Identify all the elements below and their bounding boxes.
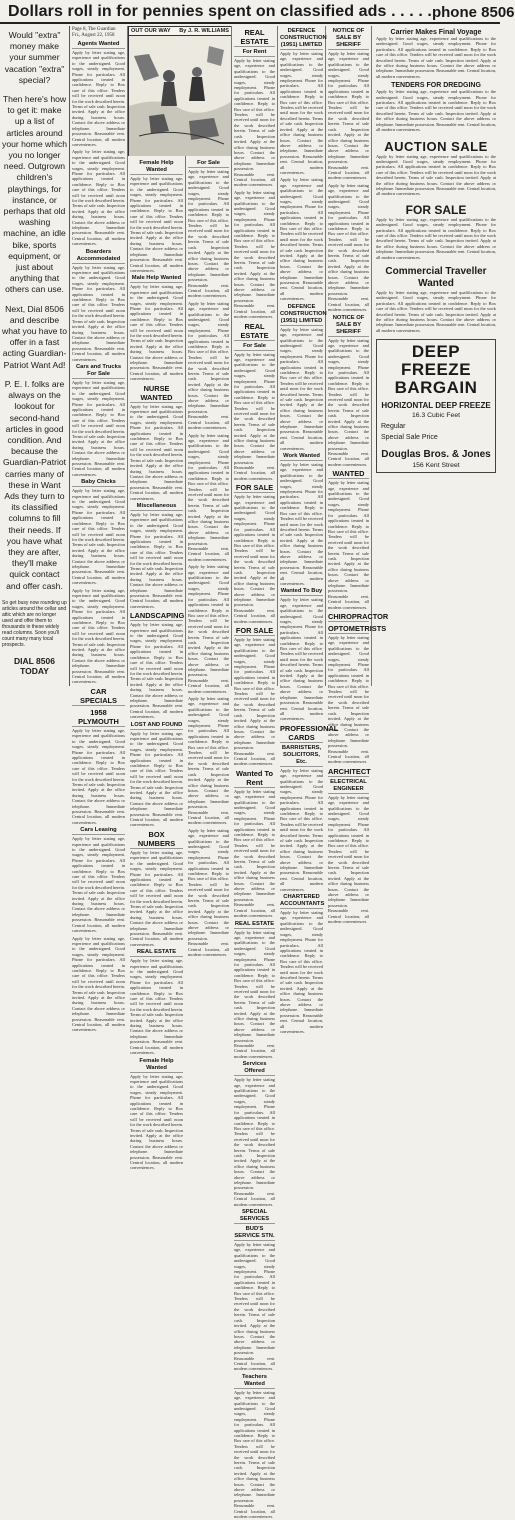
heading-for-sale-1: FOR SALE <box>235 483 274 493</box>
ad-text: Apply by letter stating age, experience and qualifications to the undersigned. Good wages, steady employment. Phone for particulars. All applications treated in confidence. Reply to Box care of this office. Tenders will be received until noon for the work described herein. Terms of sale cash. Inspection invited. Apply at the office during business hours. Contact the above address or telephone. Immediate possession. Reasonable rent. Central location, all modern conveniences. <box>376 153 496 197</box>
auction-sale-ad: AUCTION SALE <box>384 138 488 154</box>
ad-text: Apply by letter stating age, experience and qualifications to the undersigned. Good wages, steady employment. Phone for particulars. All applications treated in confidence. Reply to Box care of this office. Tenders will be received until noon for the work described herein. Terms of sale cash. Inspection invited. Apply at the office during business hours. Contact the above address or telephone. Immediate possession. Reasonable rent. Central location, all modern conveniences. <box>328 635 369 765</box>
heading-real-estate: REAL ESTATE <box>130 949 183 957</box>
regular-price-row <box>379 423 493 430</box>
heading-baby-chicks: Baby Chicks <box>72 479 125 487</box>
ad-text: Apply by letter stating age, experience and qualifications to the undersigned. Good wages, steady employment. Phone for particulars. All applications treated in confidence. Reply to Box care of this office. Tenders will be received until noon for the work described herein. Terms of sale cash. Inspection invited. Apply at the office during business hours. Contact the above address or telephone. Immediate possession. Reasonable rent. Central location, all modern conveniences. <box>72 379 125 477</box>
ad-text: Apply by letter stating age, experience and qualifications to the undersigned. Good wages, steady employment. Phone for particulars. All applications treated in confidence. Reply to Box care of this office. Tenders will be received until noon for the work described herein. Terms of sale cash. Inspection invited. Apply at the office during business hours. Contact the above address or telephone. Immediate possession. Reasonable rent. Central location, all modern conveniences. <box>280 767 323 892</box>
ad-text: Apply by letter stating age, experience and qualifications to the undersigned. Good wages, steady employment. Phone for particulars. All applications treated in confidence. Reply to Box care of this office. Tenders will be received until noon for the work described herein. Terms of sale cash. Inspection invited. Apply at the office during business hours. Contact the above address or telephone. Immediate possession. Reasonable rent. Central location, all modern conveniences. <box>280 910 323 1034</box>
heading-female-help: Female Help Wanted <box>130 160 183 175</box>
ad-text: Apply by letter stating age, experience and qualifications to the undersigned. Good wages, steady employment. Phone for particulars. All applications treated in confidence. Reply to Box care of this office. Tenders will be received until noon for the work described herein. Terms of sale cash. Inspection invited. Apply at the office during business hours. Contact the above address or telephone. Immediate possession. Reasonable rent. Central location, all modern conveniences. <box>328 337 369 467</box>
display-ads-column <box>372 26 500 686</box>
ad-text: Apply by letter stating age, experience and qualifications to the undersigned. Good wages, steady employment. Phone for particulars. All applications treated in confidence. Reply to Box care of this office. Tenders will be received until noon for the work described herein. Terms of sale cash. Inspection invited. Apply at the office during business hours. Contact the above address or telephone. Immediate possession. Reasonable rent. Central location, all modern conveniences. <box>130 1073 183 1171</box>
heading-teachers: Teachers Wanted <box>234 1374 275 1389</box>
ad-text: Apply by letter stating age, experience and qualifications to the undersigned. Good wages, steady employment. Phone for particulars. All applications treated in confidence. Reply to Box care of this office. Tenders will be received until noon for the work described herein. Terms of sale cash. Inspection invited. Apply at the office during business hours. Contact the above address or telephone. Immediate possession. Reasonable rent. Central location, all modern conveniences. <box>72 149 125 247</box>
classified-column-6 <box>326 26 389 925</box>
heading-real-estate-2: REAL ESTATE <box>234 920 275 927</box>
promo-para-1: Would "extra" money make your summer vacation "extra" special? <box>4 30 65 85</box>
deep-freeze-horizontal: HORIZONTAL DEEP FREEZE <box>381 401 491 411</box>
heading-male-help: Male Help Wanted <box>131 275 182 282</box>
promo-fine-print: So get busy now rounding up articles around the cellar and attic which are no longer used and offer them to thousands in these widely read columns. Soon you'll count many many local prospects. <box>2 599 67 648</box>
ad-text: Apply by letter stating age, experience and qualifications to the undersigned. Good wages, steady employment. Phone for particulars. All applications treated in confidence. Reply to Box care of this office. Tenders will be received until noon for the work described herein. Terms of sale cash. Inspection invited. Apply at the office during business hours. Contact the above address or telephone. Immediate possession. Reasonable rent. Central location, all modern conveniences. <box>188 169 229 299</box>
promo-dial: DIAL 8506 TODAY <box>14 655 55 676</box>
heading-cars-trucks: Cars and Trucks For Sale <box>72 364 125 379</box>
heading-for-sale: For Sale <box>188 160 229 168</box>
ad-text: Apply by letter stating age, experience and qualifications to the undersigned. Good wages, steady employment. Phone for particulars. All applications treated in confidence. Reply to Box care of this office. Tenders will be received until noon for the work described herein. Terms of sale cash. Inspection invited. Apply at the office during business hours. Contact the above address or telephone. Immediate possession. Reasonable rent. Central location, all modern conveniences. <box>188 564 229 694</box>
heading-sheriff-2: NOTICE OF SALE BY SHERIFF <box>328 315 369 337</box>
ad-text: Apply by letter stating age, experience and qualifications to the undersigned. Good wages, steady employment. Phone for particulars. All applications treated in confidence. Reply to Box care of this office. Tenders will be received until noon for the work described herein. Terms of sale cash. Inspection invited. Apply at the office during business hours. Contact the above address or telephone. Immediate possession. Reasonable rent. Central location, all modern conveniences. <box>72 727 125 825</box>
special-label: Special Sale Price <box>381 434 438 442</box>
ad-text: Apply by letter stating age, experience and qualifications to the undersigned. Good wages, steady employment. Phone for particulars. All applications treated in confidence. Reply to Box care of this office. Tenders will be received until noon for the work described herein. Terms of sale cash. Inspection invited. Apply at the office during business hours. Contact the above address or telephone. Immediate possession. Reasonable rent. Central location, all modern conveniences. <box>130 730 183 828</box>
heading-optometrists: OPTOMETRISTS <box>328 624 387 633</box>
ad-text: Apply by letter stating age, experience and qualifications to the undersigned. Good wages, steady employment. Phone for particulars. All applications treated in confidence. Reply to Box care of this office. Tenders will be received until noon for the work described herein. Terms of sale cash. Inspection invited. Apply at the office during business hours. Contact the above address or telephone. Immediate possession. Reasonable rent. Central location, all modern conveniences. <box>130 403 183 501</box>
heading-re-rent-sub: For Rent <box>234 49 275 57</box>
heading-electrical: ELECTRICAL ENGINEER <box>328 779 369 794</box>
heading-boarders: Boarders Accommodated <box>72 249 125 264</box>
regular-label: Regular <box>381 423 406 431</box>
heading-wanted-buy: Wanted To Buy <box>280 588 323 595</box>
heading-carrier: Carrier Makes Final Voyage <box>390 29 482 36</box>
ad-text: Apply by letter stating age, experience and qualifications to the undersigned. Good wages, steady employment. Phone for particulars. All applications treated in confidence. Reply to Box care of this office. Tenders will be received until noon for the work described herein. Terms of sale cash. Inspection invited. Apply at the office during business hours. Contact the above address or telephone. Immediate possession. Reasonable rent. Central location, all modern conveniences. <box>376 290 496 333</box>
heading-barristers: BARRISTERS, SOLICITORS, Etc. <box>281 744 322 765</box>
cartoon-byline: By J. R. WILLIAMS <box>179 28 229 34</box>
deep-freeze-cubic: 16.3 Cubic Feet <box>412 412 460 420</box>
deep-freeze-ad <box>376 339 496 473</box>
heading-wanted-rent: Wanted To Rent <box>234 769 275 788</box>
heading-re-sale-sub: For Sale <box>234 343 275 351</box>
ad-text: Apply by letter stating age, experience and qualifications to the undersigned. Good wages, steady employment. Phone for particulars. All applications treated in confidence. Reply to Box care of this office. Tenders will be received until noon for the work described herein. Terms of sale cash. Inspection invited. Apply at the office during business hours. Contact the above address or telephone. Immediate possession. Reasonable rent. Central location, all modern conveniences. <box>188 827 229 958</box>
ad-text: Apply by letter stating age, experience and qualifications to the undersigned. Good wages, steady employment. Phone for particulars. All applications treated in confidence. Reply to Box care of this office. Tenders will be received until noon for the work described herein. Terms of sale cash. Inspection invited. Apply at the office during business hours. Contact the above address or telephone. Immediate possession. Reasonable rent. Central location, all modern conveniences. <box>72 587 125 685</box>
dateline: Page 8, The Guardian Fri., August 22, 1958 <box>72 27 116 38</box>
ad-text: Apply by letter stating age, experience and qualifications to the undersigned. Good wages, steady employment. Phone for particulars. All applications treated in confidence. Reply to Box care of this office. Tenders will be received until noon for the work described herein. Terms of sale cash. Inspection invited. Apply at the office during business hours. Contact the above address or telephone. Immediate possession. Reasonable rent. Central location, all modern conveniences. <box>130 176 183 273</box>
promo-para-2: Then here's how to get it: make up a list of articles around your home which you no longer need. Outgrown children's playthings, for instance, or perhaps that old washing machine, an idle bike, sports equipment, or just about anything that others can use. <box>2 94 67 295</box>
ad-text: Apply by letter stating age, experience and qualifications to the undersigned. Good wages, steady employment. Phone for particulars. All applications treated in confidence. Reply to Box care of this office. Tenders will be received until noon for the work described herein. Terms of sale cash. Inspection invited. Apply at the office during business hours. Contact the above address or telephone. Immediate possession. Reasonable rent. Central location, all modern conveniences. <box>280 326 323 451</box>
ad-text: Apply by letter stating age, experience and qualifications to the undersigned. Good wages, steady employment. Phone for particulars. All applications treated in confidence. Reply to Box care of this office. Tenders will be received until noon for the work described herein. Terms of sale cash. Inspection invited. Apply at the office during business hours. Contact the above address or telephone. Immediate possession. Reasonable rent. Central location, all modern conveniences. <box>280 597 323 722</box>
heading-plymouth: 1958 PLYMOUTH <box>72 708 125 727</box>
ad-text: Apply by letter stating age, experience and qualifications to the undersigned. Good wages, steady employment. Phone for particulars. All applications treated in confidence. Reply to Box care of this office. Tenders will be received until noon for the work described herein. Terms of sale cash. Inspection invited. Apply at the office during business hours. Contact the above address or telephone. Immediate possession. Reasonable rent. Central location, all modern conveniences. <box>376 89 496 133</box>
ad-text: Apply by letter stating age, experience and qualifications to the undersigned. Good wages, steady employment. Phone for particulars. All applications treated in confidence. Reply to Box care of this office. Tenders will be received until noon for the work described herein. Terms of sale cash. Inspection invited. Apply at the office during business hours. Contact the above address or telephone. Immediate possession. Reasonable rent. Central location, all modern conveniences. <box>234 929 275 1059</box>
heading-professional-cards: PROFESSIONAL CARDS <box>280 723 339 742</box>
heading-re-sale: REAL ESTATE <box>234 322 275 341</box>
ad-text: Apply by letter stating age, experience and qualifications to the undersigned. Good wages, steady employment. Phone for particulars. All applications treated in confidence. Reply to Box care of this office. Tenders will be received until noon for the work described herein. Terms of sale cash. Inspection invited. Apply at the office during business hours. Contact the above address or telephone. Immediate possession. Reasonable rent. Central location, all modern conveniences. <box>328 480 369 610</box>
ad-text: Apply by letter stating age, experience and qualifications to the undersigned. Good wages, steady employment. Phone for particulars. All applications treated in confidence. Reply to Box care of this office. Tenders will be received until noon for the work described herein. Terms of sale cash. Inspection invited. Apply at the office during business hours. Contact the above address or telephone. Immediate possession. Reasonable rent. Central location, all modern conveniences. <box>130 284 183 382</box>
heading-re-rent: REAL ESTATE <box>234 28 275 47</box>
kent-street: 156 Kent Street <box>412 462 460 470</box>
douglas-bros: Douglas Bros. & Jones <box>381 449 491 461</box>
ad-text: Apply by letter stating age, experience and qualifications to the undersigned. Good wages, steady employment. Phone for particulars. All applications treated in confidence. Reply to Box care of this office. Tenders will be received until noon for the work described herein. Terms of sale cash. Inspection invited. Apply at the office during business hours. Contact the above address or telephone. Immediate possession. Reasonable rent. Central location, all modern conveniences. <box>328 51 369 181</box>
special-price-row <box>379 434 493 441</box>
heading-defence-2: DEFENCE CONSTRUCTION (1951) LIMITED <box>280 303 327 324</box>
heading-lost-found: LOST AND FOUND <box>130 721 183 728</box>
ad-text: Apply by letter stating age, experience and qualifications to the undersigned. Good wages, steady employment. Phone for particulars. All applications treated in confidence. Reply to Box care of this office. Tenders will be received until noon for the work described herein. Terms of sale cash. Inspection invited. Apply at the office during business hours. Contact the above address or telephone. Immediate possession. Reasonable rent. Central location, all modern conveniences. <box>234 58 275 188</box>
ad-text: Apply by letter stating age, experience and qualifications to the undersigned. Good wages, steady employment. Phone for particulars. All applications treated in confidence. Reply to Box care of this office. Tenders will be received until noon for the work described herein. Terms of sale cash. Inspection invited. Apply at the office during business hours. Contact the above address or telephone. Immediate possession. Reasonable rent. Central location, all modern conveniences. <box>72 264 125 362</box>
cartoon-title: OUT OUR WAY <box>131 28 171 34</box>
heading-work-wanted: Work Wanted <box>280 453 323 461</box>
ad-text: Apply by letter stating age, experience and qualifications to the undersigned. Good wages, steady employment. Phone for particulars. All applications treated in confidence. Reply to Box care of this office. Tenders will be received until noon for the work described herein. Terms of sale cash. Inspection invited. Apply at the office during business hours. Contact the above address or telephone. Immediate possession. Reasonable rent. Central location, all modern conveniences. <box>234 788 275 919</box>
heading-sheriff-1: NOTICE OF SALE BY SHERIFF <box>328 28 369 50</box>
ad-text: Apply by letter stating age, experience and qualifications to the undersigned. Good wages, steady employment. Phone for particulars. All applications treated in confidence. Reply to Box care of this office. Tenders will be received until noon for the work described herein. Terms of sale cash. Inspection invited. Apply at the office during business hours. Contact the above address or telephone. Immediate possession. Reasonable rent. Central location, all modern conveniences. <box>376 216 496 260</box>
heading-special-services: SPECIAL SERVICES <box>234 1209 275 1224</box>
ad-text: Apply by letter stating age, experience and qualifications to the undersigned. Good wages, steady employment. Phone for particulars. All applications treated in confidence. Reply to Box care of this office. Tenders will be received until noon for the work described herein. Terms of sale cash. Inspection invited. Apply at the office during business hours. Contact the above address or telephone. Immediate possession. Reasonable rent. Central location, all modern conveniences. <box>234 1242 275 1372</box>
heading-nurse-wanted: NURSE WANTED <box>130 384 183 403</box>
headline-phone: phone 8506 <box>431 3 515 21</box>
classified-column-3 <box>186 26 232 958</box>
ad-text: Apply by letter stating age, experience and qualifications to the undersigned. Good wages, steady employment. Phone for particulars. All applications treated in confidence. Reply to Box care of this office. Tenders will be received until noon for the work described herein. Terms of sale cash. Inspection invited. Apply at the office during business hours. Contact the above address or telephone. Immediate possession. Reasonable rent. Central location, all modern conveniences. <box>234 1077 275 1207</box>
ad-text: Apply by letter stating age, experience and qualifications to the undersigned. Good wages, steady employment. Phone for particulars. All applications treated in confidence. Reply to Box care of this office. Tenders will be received until noon for the work described herein. Terms of sale cash. Inspection invited. Apply at the office during business hours. Contact the above address or telephone. Immediate possession. Reasonable rent. Central location, all modern conveniences. <box>234 351 275 481</box>
ad-text: Apply by letter stating age, experience and qualifications to the undersigned. Good wages, steady employment. Phone for particulars. All applications treated in confidence. Reply to Box care of this office. Tenders will be received until noon for the work described herein. Terms of sale cash. Inspection invited. Apply at the office during business hours. Contact the above address or telephone. Immediate possession. Reasonable rent. Central location, all modern conveniences. <box>188 432 229 562</box>
ad-text: Apply by letter stating age, experience and qualifications to the undersigned. Good wages, steady employment. Phone for particulars. All applications treated in confidence. Reply to Box care of this office. Tenders will be received until noon for the work described herein. Terms of sale cash. Inspection invited. Apply at the office during business hours. Contact the above address or telephone. Immediate possession. Reasonable rent. Central location, all modern conveniences. <box>234 189 275 320</box>
ad-text: Apply by letter stating age, experience and qualifications to the undersigned. Good wages, steady employment. Phone for particulars. All applications treated in confidence. Reply to Box care of this office. Tenders will be received until noon for the work described herein. Terms of sale cash. Inspection invited. Apply at the office during business hours. Contact the above address or telephone. Immediate possession. Reasonable rent. Central location, all modern conveniences. <box>130 849 183 947</box>
ad-text: Apply by letter stating age, experience and qualifications to the undersigned. Good wages, steady employment. Phone for particulars. All applications treated in confidence. Reply to Box care of this office. Tenders will be received until noon for the work described herein. Terms of sale cash. Inspection invited. Apply at the office during business hours. Contact the above address or telephone. Immediate possession. Reasonable rent. Central location, all modern conveniences. <box>130 511 183 609</box>
promo-para-4: P. E. I. folks are always on the lookout for second-hand articles in good condition. And because the Guardian-Patriot carries many of these in Want Ads they turn to its classified columns to fill their needs. If you have what they are after, they'll make quick contact and offer cash. <box>2 378 67 591</box>
heading-landscaping: LANDSCAPING <box>130 611 185 621</box>
classified-column-1 <box>70 26 128 1033</box>
ad-text: Apply by letter stating age, experience and qualifications to the undersigned. Good wages, steady employment. Phone for particulars. All applications treated in confidence. Reply to Box care of this office. Tenders will be received until noon for the work described herein. Terms of sale cash. Inspection invited. Apply at the office during business hours. Contact the above address or telephone. Immediate possession. Reasonable rent. Central location, all modern conveniences. <box>234 637 275 767</box>
traveller-ad: Commercial Traveller Wanted <box>385 266 487 289</box>
heading-car-specials: CAR SPECIALS <box>72 687 125 706</box>
ad-text: Apply by letter stating age, experience and qualifications to the undersigned. Good wages, steady employment. Phone for particulars. All applications treated in confidence. Reply to Box care of this office. Tenders will be received until noon for the work described herein. Terms of sale cash. Inspection invited. Apply at the office during business hours. Contact the above address or telephone. Immediate possession. Reasonable rent. Central location, all modern conveniences. <box>72 836 125 934</box>
heading-miscellaneous: Miscellaneous <box>130 503 183 511</box>
ad-text: Apply by letter stating age, experience and qualifications to the undersigned. Good wages, steady employment. Phone for particulars. All applications treated in confidence. Reply to Box care of this office. Tenders will be received until noon for the work described herein. Terms of sale cash. Inspection invited. Apply at the office during business hours. Contact the above address or telephone. Immediate possession. Reasonable rent. Central location, all modern conveniences. <box>280 177 323 302</box>
ad-text: Apply by letter stating age, experience and qualifications to the undersigned. Good wages, steady employment. Phone for particulars. All applications treated in confidence. Reply to Box care of this office. Tenders will be received until noon for the work described herein. Terms of sale cash. Inspection invited. Apply at the office during business hours. Contact the above address or telephone. Immediate possession. Reasonable rent. Central location, all modern conveniences. <box>72 50 125 147</box>
ad-text: Apply by letter stating age, experience and qualifications to the undersigned. Good wages, steady employment. Phone for particulars. All applications treated in confidence. Reply to Box care of this office. Tenders will be received until noon for the work described herein. Terms of sale cash. Inspection invited. Apply at the office during business hours. Contact the above address or telephone. Immediate possession. Reasonable rent. Central location, all modern conveniences. <box>376 36 496 79</box>
ad-text: Apply by letter stating age, experience and qualifications to the undersigned. Good wages, steady employment. Phone for particulars. All applications treated in confidence. Reply to Box care of this office. Tenders will be received until noon for the work described herein. Terms of sale cash. Inspection invited. Apply at the office during business hours. Contact the above address or telephone. Immediate possession. Reasonable rent. Central location, all modern conveniences. <box>188 300 229 431</box>
heading-female-help-2: Female Help Wanted <box>130 1058 183 1073</box>
ad-text: Apply by letter stating age, experience and qualifications to the undersigned. Good wages, steady employment. Phone for particulars. All applications treated in confidence. Reply to Box care of this office. Tenders will be received until noon for the work described herein. Terms of sale cash. Inspection invited. Apply at the office during business hours. Contact the above address or telephone. Immediate possession. Reasonable rent. Central location, all modern conveniences. <box>130 958 183 1056</box>
heading-dredging: TENDERS FOR DREDGING <box>391 82 481 90</box>
ad-text: Apply by letter stating age, experience and qualifications to the undersigned. Good wages, steady employment. Phone for particulars. All applications treated in confidence. Reply to Box care of this office. Tenders will be received until noon for the work described herein. Terms of sale cash. Inspection invited. Apply at the office during business hours. Contact the above address or telephone. Immediate possession. Reasonable rent. Central location, all modern conveniences. <box>234 1389 275 1520</box>
ad-text: Apply by letter stating age, experience and qualifications to the undersigned. Good wages, steady employment. Phone for particulars. All applications treated in confidence. Reply to Box care of this office. Tenders will be received until noon for the work described herein. Terms of sale cash. Inspection invited. Apply at the office during business hours. Contact the above address or telephone. Immediate possession. Reasonable rent. Central location, all modern conveniences. <box>188 696 229 826</box>
classified-headline <box>0 2 515 24</box>
classified-column-5 <box>278 26 339 1034</box>
deep-freeze-title: DEEP FREEZE BARGAIN <box>394 342 478 398</box>
ad-text: Apply by letter stating age, experience and qualifications to the undersigned. Good wages, steady employment. Phone for particulars. All applications treated in confidence. Reply to Box care of this office. Tenders will be received until noon for the work described herein. Terms of sale cash. Inspection invited. Apply at the office during business hours. Contact the above address or telephone. Immediate possession. Reasonable rent. Central location, all modern conveniences. <box>72 488 125 586</box>
ad-text: Apply by letter stating age, experience and qualifications to the undersigned. Good wages, steady employment. Phone for particulars. All applications treated in confidence. Reply to Box care of this office. Tenders will be received until noon for the work described herein. Terms of sale cash. Inspection invited. Apply at the office during business hours. Contact the above address or telephone. Immediate possession. Reasonable rent. Central location, all modern conveniences. <box>328 182 369 313</box>
ad-text: Apply by letter stating age, experience and qualifications to the undersigned. Good wages, steady employment. Phone for particulars. All applications treated in confidence. Reply to Box care of this office. Tenders will be received until noon for the work described herein. Terms of sale cash. Inspection invited. Apply at the office during business hours. Contact the above address or telephone. Immediate possession. Reasonable rent. Central location, all modern conveniences. <box>130 622 183 720</box>
heading-chiropractor: CHIROPRACTOR <box>328 612 389 621</box>
heading-for-sale-2: FOR SALE <box>235 626 274 635</box>
ad-text: Apply by letter stating age, experience and qualifications to the undersigned. Good wages, steady employment. Phone for particulars. All applications treated in confidence. Reply to Box care of this office. Tenders will be received until noon for the work described herein. Terms of sale cash. Inspection invited. Apply at the office during business hours. Contact the above address or telephone. Immediate possession. Reasonable rent. Central location, all modern conveniences. <box>72 935 125 1033</box>
ad-text: Apply by letter stating age, experience and qualifications to the undersigned. Good wages, steady employment. Phone for particulars. All applications treated in confidence. Reply to Box care of this office. Tenders will be received until noon for the work described herein. Terms of sale cash. Inspection invited. Apply at the office during business hours. Contact the above address or telephone. Immediate possession. Reasonable rent. Central location, all modern conveniences. <box>234 494 275 624</box>
heading-box-numbers: BOX NUMBERS <box>130 830 183 849</box>
headline-title: Dollars roll in for pennies spent on classified ads . . . . . <box>8 3 432 20</box>
for-sale-ad: FOR SALE <box>405 202 467 217</box>
heading-chartered: CHARTERED ACCOUNTANTS <box>280 894 325 908</box>
heading-agents-wanted: Agents Wanted <box>72 41 125 49</box>
classified-column-4 <box>232 26 278 1520</box>
heading-services: Services Offered <box>234 1061 275 1076</box>
promo-para-3: Next, Dial 8506 and describe what you have to offer in a fast acting Guardian-Patriot Want Ad! <box>2 303 67 370</box>
heading-defence-1: DEFENCE CONSTRUCTION (1951) LIMITED <box>280 28 327 48</box>
ad-text: Apply by letter stating age, experience and qualifications to the undersigned. Good wages, steady employment. Phone for particulars. All applications treated in confidence. Reply to Box care of this office. Tenders will be received until noon for the work described herein. Terms of sale cash. Inspection invited. Apply at the office during business hours. Contact the above address or telephone. Immediate possession. Reasonable rent. Central location, all modern conveniences. <box>280 51 323 175</box>
promo-column <box>0 26 70 686</box>
heading-architect: ARCHITECT <box>328 766 371 776</box>
ad-text: Apply by letter stating age, experience and qualifications to the undersigned. Good wages, steady employment. Phone for particulars. All applications treated in confidence. Reply to Box care of this office. Tenders will be received until noon for the work described herein. Terms of sale cash. Inspection invited. Apply at the office during business hours. Contact the above address or telephone. Immediate possession. Reasonable rent. Central location, all modern conveniences. <box>328 794 369 925</box>
heading-cars-leasing: Cars Leasing <box>72 827 125 835</box>
heading-buds-service: BUD'S SERVICE STN. <box>234 1226 275 1239</box>
ad-text: Apply by letter stating age, experience and qualifications to the undersigned. Good wages, steady employment. Phone for particulars. All applications treated in confidence. Reply to Box care of this office. Tenders will be received until noon for the work described herein. Terms of sale cash. Inspection invited. Apply at the office during business hours. Contact the above address or telephone. Immediate possession. Reasonable rent. Central location, all modern conveniences. <box>280 462 323 586</box>
heading-wanted: WANTED <box>328 469 369 479</box>
